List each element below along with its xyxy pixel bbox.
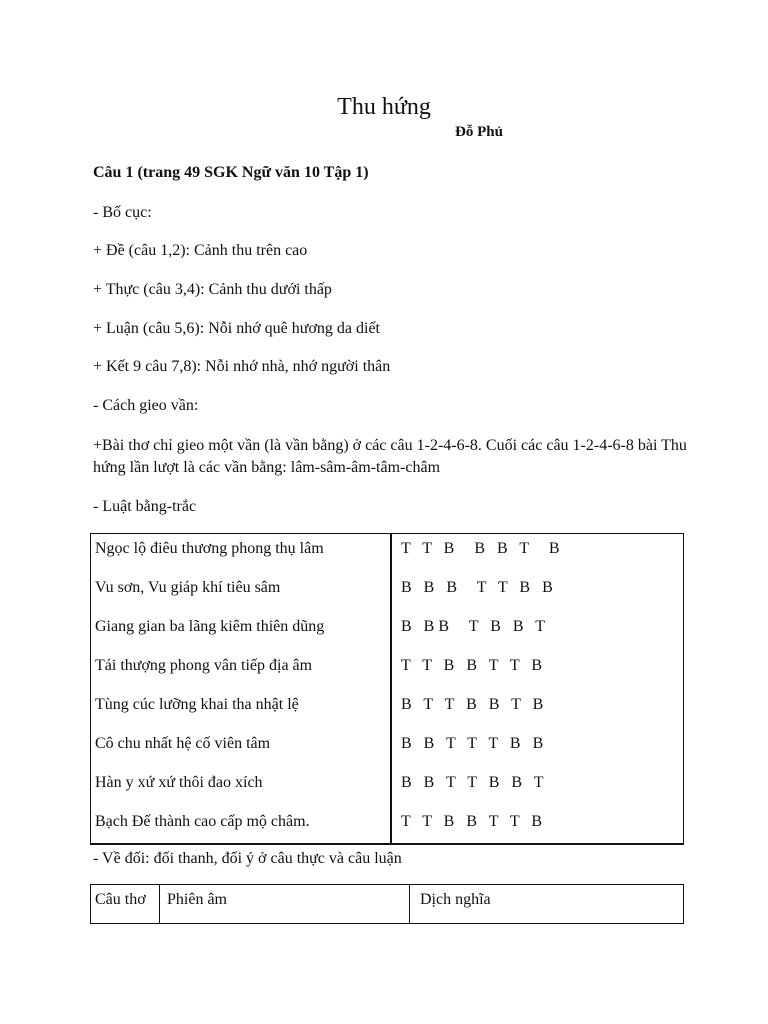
table-divider bbox=[409, 885, 410, 923]
rhyme-paragraph: +Bài thơ chỉ gieo một vần (là vần bằng) ở các câu 1-2-4-6-8. Cuối các câu 1-2-4-6-8 bài Thu hứng lần lượt là các vần bằng: lâm-sâm-âm-tâm-châm bbox=[93, 437, 687, 476]
verse-cell: Hàn y xứ xứ thôi đao xích bbox=[95, 774, 263, 791]
meter-row bbox=[91, 612, 683, 651]
structure-item-ket: + Kết 9 câu 7,8): Nỗi nhớ nhà, nhớ người thân bbox=[93, 358, 391, 375]
rhyme-label: - Cách gieo vần: bbox=[93, 397, 199, 414]
pattern-cell: B B B T T B B bbox=[401, 579, 553, 596]
structure-item-de: + Đề (câu 1,2): Cảnh thu trên cao bbox=[93, 242, 308, 259]
parallel-heading: - Về đối: đối thanh, đối ý ở câu thực và câu luận bbox=[93, 850, 402, 867]
pattern-cell: B B T T B B T bbox=[401, 774, 544, 791]
meter-row bbox=[91, 651, 683, 690]
structure-item-luan: + Luận (câu 5,6): Nỗi nhớ quê hương da diết bbox=[93, 320, 380, 337]
meter-heading: - Luật bằng-trắc bbox=[93, 498, 197, 515]
pattern-cell: B B T T T B B bbox=[401, 735, 544, 752]
structure-item-thuc: + Thực (câu 3,4): Cảnh thu dưới thấp bbox=[93, 281, 332, 298]
pattern-cell: B T T B B T B bbox=[401, 696, 544, 713]
verse-cell: Tái thượng phong vân tiếp địa âm bbox=[95, 657, 313, 674]
meter-row bbox=[91, 573, 683, 612]
verse-cell: Vu sơn, Vu giáp khí tiêu sâm bbox=[95, 579, 281, 596]
verse-cell: Ngọc lộ điêu thương phong thụ lâm bbox=[95, 540, 324, 557]
meter-row bbox=[91, 768, 683, 807]
pattern-cell: B B B T B B T bbox=[401, 618, 546, 635]
meter-table bbox=[90, 533, 684, 845]
document-title: Thu hứng bbox=[337, 94, 431, 120]
table-divider bbox=[159, 885, 160, 923]
verse-cell: Giang gian ba lãng kiêm thiên dũng bbox=[95, 618, 325, 635]
pattern-cell: T T B B T T B bbox=[401, 813, 543, 830]
header-dich-nghia: Dịch nghĩa bbox=[420, 891, 491, 908]
header-phien-am: Phiên âm bbox=[167, 891, 227, 908]
meter-row bbox=[91, 807, 683, 846]
verse-cell: Cô chu nhất hệ cố viên tâm bbox=[95, 735, 271, 752]
verse-cell: Bạch Đế thành cao cấp mộ châm. bbox=[95, 813, 310, 830]
question-heading: Câu 1 (trang 49 SGK Ngữ văn 10 Tập 1) bbox=[93, 164, 369, 181]
meter-row bbox=[91, 690, 683, 729]
pattern-cell: T T B B B T B bbox=[401, 540, 560, 557]
structure-label: - Bố cục: bbox=[93, 204, 152, 221]
author-name: Đỗ Phủ bbox=[455, 124, 503, 140]
translation-table bbox=[90, 884, 684, 924]
pattern-cell: T T B B T T B bbox=[401, 657, 543, 674]
verse-cell: Tùng cúc lưỡng khai tha nhật lệ bbox=[95, 696, 299, 713]
meter-row bbox=[91, 729, 683, 768]
header-cau-tho: Câu thơ bbox=[95, 891, 146, 908]
meter-row bbox=[91, 534, 683, 573]
